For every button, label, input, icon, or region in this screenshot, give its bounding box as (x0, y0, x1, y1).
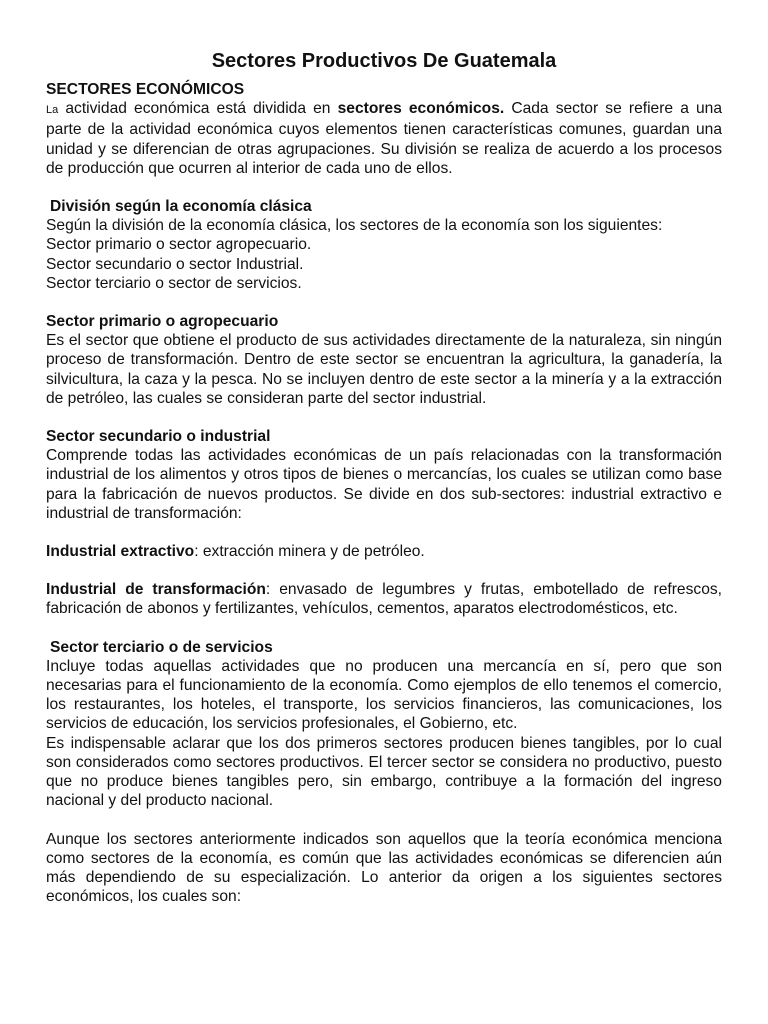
spacer (46, 619, 722, 638)
spacer (46, 293, 722, 312)
division-line-2: Sector primario o sector agropecuario. (46, 236, 312, 254)
division-line-1: Según la división de la economía clásica, los sectores de la economía son los siguientes: (46, 217, 663, 235)
industrial-transformacion-text: : envasado de legumbres y frutas, embotellado de refrescos, fabricación de abonos y fertilizantes, vehículos, cementos, aparatos electrodomésticos, etc. (46, 581, 722, 618)
division-line-4: Sector terciario o sector de servicios. (46, 274, 302, 292)
division-line-3: Sector secundario o sector Industrial. (46, 255, 304, 273)
paragraph-closing: Aunque los sectores anteriormente indicados son aquellos que la teoría económica menciona como sectores de la economía, es común que las actividades económicas se diferencien aún más dependiendo de su especialización. Lo anterior da origen a los siguientes sectores económicos, los cuales son: (46, 830, 722, 906)
industrial-extractivo-label: Industrial extractivo (46, 543, 195, 561)
intro-text-b: Cada sector se refiere a una parte de la actividad económica cuyos elementos tienen características comunes, guardan una unidad y se diferencian de otras agrupaciones. Su división se realiza de acuerdo a los procesos de producción que ocurren al interior de cada uno de ellos. (46, 100, 722, 177)
spacer (46, 561, 722, 580)
spacer (46, 408, 722, 427)
spacer (46, 523, 722, 542)
industrial-transformacion-label: Industrial de transformación (46, 581, 266, 599)
paragraph-sector-terciario-2: Es indispensable aclarar que los dos primeros sectores producen bienes tangibles, por lo cual son considerados como sectores productivos. El tercer sector se considera no productivo, puesto que no produce bienes tangibles pero, sin embargo, contribuye a la formación del ingreso nacional y del producto nacional. (46, 734, 722, 810)
section-heading-division-clasica: División según la economía clásica (50, 198, 312, 216)
section-heading-sectores-economicos: SECTORES ECONÓMICOS (46, 81, 245, 98)
paragraph-industrial-transformacion (46, 580, 722, 618)
paragraph-industrial-extractivo (46, 542, 722, 561)
section-heading-sector-secundario: Sector secundario o industrial (46, 428, 271, 446)
paragraph-sector-terciario-1: Incluye todas aquellas actividades que no producen una mercancía en sí, pero que son necesarias para el funcionamiento de la economía. Como ejemplos de ello tenemos el comercio, los restaurantes, los hoteles, el transporte, los servicios financieros, las comunicaciones, los servicios de educación, los servicios profesionales, el Gobierno, etc. (46, 657, 722, 733)
intro-bold-term: sectores económicos. (337, 100, 505, 118)
intro-text-a: actividad económica está dividida en (58, 100, 338, 118)
intro-first-word: La (46, 104, 59, 117)
section-heading-sector-primario: Sector primario o agropecuario (46, 313, 279, 331)
spacer (46, 178, 722, 197)
industrial-extractivo-text: : extracción minera y de petróleo. (194, 543, 425, 561)
document-page (46, 48, 722, 906)
section-heading-sector-terciario: Sector terciario o de servicios (50, 638, 273, 656)
spacer (46, 811, 722, 830)
paragraph-intro (46, 99, 722, 178)
paragraph-sector-secundario: Comprende todas las actividades económicas de un país relacionadas con la transformación industrial de los alimentos y otros tipos de bienes o mercancías, los cuales se utilizan como base para la fabricación de nuevos productos. Se divide en dos sub-sectores: industrial extractivo e industrial de transformación: (46, 447, 722, 522)
document-title: Sectores Productivos De Guatemala (211, 50, 557, 72)
paragraph-sector-primario: Es el sector que obtiene el producto de sus actividades directamente de la naturaleza, sin ningún proceso de transformación. Dentro de este sector se encuentran la agricultura, la ganadería, la silvicultura, la caza y la pesca. No se incluyen dentro de este sector a la minería y a la extracción de petróleo, las cuales se consideran parte del sector industrial. (46, 332, 722, 407)
